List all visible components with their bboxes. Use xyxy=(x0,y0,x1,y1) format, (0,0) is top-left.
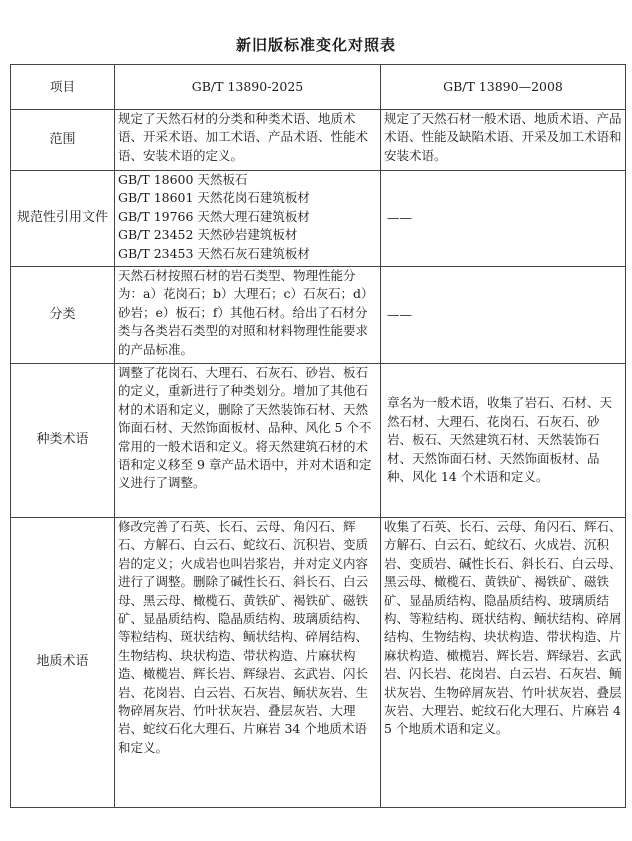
header-old-standard: GB/T 13890—2008 xyxy=(381,65,626,110)
table-row-geological-terms xyxy=(11,518,626,808)
table-row-classification xyxy=(11,267,626,364)
table-row-normative-references xyxy=(11,171,626,267)
new-cell xyxy=(115,171,381,267)
page-title: 新旧版标准变化对照表 xyxy=(235,36,396,54)
old-cell: 收集了石英、长石、云母、角闪石、辉石、方解石、白云石、蛇纹石、火成岩、沉积岩、变质岩、碱性长石、斜长石、白云母、黑云母、橄榄石、黄铁矿、褐铁矿、磁铁矿、显晶质结构、隐晶质结构、玻璃质结构、等粒结构、斑状结构、鲕状结构、碎屑结构、生物结构、块状构造、带状构造、片麻状构造、橄榄岩、辉长岩、辉绿岩、玄武岩、闪长岩、花岗岩、白云岩、石灰岩、鲕状灰岩、生物碎屑灰岩、竹叶状灰岩、叠层灰岩、大理岩、蛇纹石化大理石、片麻岩 45 个地质术语和定义。 xyxy=(381,518,626,808)
header-new-standard: GB/T 13890-2025 xyxy=(115,65,381,110)
table-row-type-terms xyxy=(11,364,626,518)
row-label: 种类术语 xyxy=(11,364,115,518)
new-cell: 天然石材按照石材的岩石类型、物理性能分为：a）花岗石；b）大理石；c）石灰石；d）砂岩；e）板石；f）其他石材。给出了石材分类与各类岩石类型的对照和材料物理性能要求的产品标准。 xyxy=(115,267,381,364)
old-cell: 规定了天然石材一般术语、地质术语、产品术语、性能及缺陷术语、开采及加工术语和安装术语。 xyxy=(381,110,626,171)
old-cell: —— xyxy=(381,171,626,267)
reference-line: GB/T 23453 天然石灰石建筑板材 xyxy=(118,245,310,261)
new-cell: 规定了天然石材的分类和种类术语、地质术语、开采术语、加工术语、产品术语、性能术语、安装术语的定义。 xyxy=(115,110,381,171)
row-label: 规范性引用文件 xyxy=(11,171,115,267)
reference-line: GB/T 23452 天然砂岩建筑板材 xyxy=(118,227,298,243)
old-cell: 章名为一般术语，收集了岩石、石材、天然石材、大理石、花岗石、石灰石、砂岩、板石、天然建筑石材、天然装饰石材、天然饰面石材、天然饰面板材、品种、风化 14 个术语和定义。 xyxy=(381,364,626,518)
reference-line: GB/T 18601 天然花岗石建筑板材 xyxy=(118,190,310,206)
row-label: 范围 xyxy=(11,110,115,171)
row-label: 分类 xyxy=(11,267,115,364)
new-cell: 调整了花岗石、大理石、石灰石、砂岩、板石的定义，重新进行了种类划分。增加了其他石材的术语和定义，删除了天然装饰石材、天然饰面石材、天然饰面板材、品种、风化 5 个不常用的一般术语和定义。将天然建筑石材的术语和定义移至 9 章产品术语中，并对术语和定义进行了调整。 xyxy=(115,364,381,518)
row-label: 地质术语 xyxy=(11,518,115,808)
reference-line: GB/T 19766 天然大理石建筑板材 xyxy=(118,208,310,224)
table-row-scope xyxy=(11,110,626,171)
table-header-row xyxy=(11,65,626,110)
new-cell: 修改完善了石英、长石、云母、角闪石、辉石、方解石、白云石、蛇纹石、沉积岩、变质岩的定义；火成岩也叫岩浆岩，并对定义内容进行了调整。删除了碱性长石、斜长石、白云母、黑云母、橄榄石、黄铁矿、褐铁矿、磁铁矿、显晶质结构、隐晶质结构、玻璃质结构、等粒结构、斑状结构、鲕状结构、碎屑结构、生物结构、块状构造、带状构造、片麻状构造、橄榄岩、辉长岩、辉绿岩、玄武岩、闪长岩、花岗岩、白云岩、石灰岩、鲕状灰岩、生物碎屑灰岩、竹叶状灰岩、叠层灰岩、大理岩、蛇纹石化大理石、片麻岩 34 个地质术语和定义。 xyxy=(115,518,381,808)
header-item: 项目 xyxy=(11,65,115,110)
comparison-table xyxy=(10,64,626,808)
reference-line: GB/T 18600 天然板石 xyxy=(118,172,248,187)
old-cell: —— xyxy=(381,267,626,364)
